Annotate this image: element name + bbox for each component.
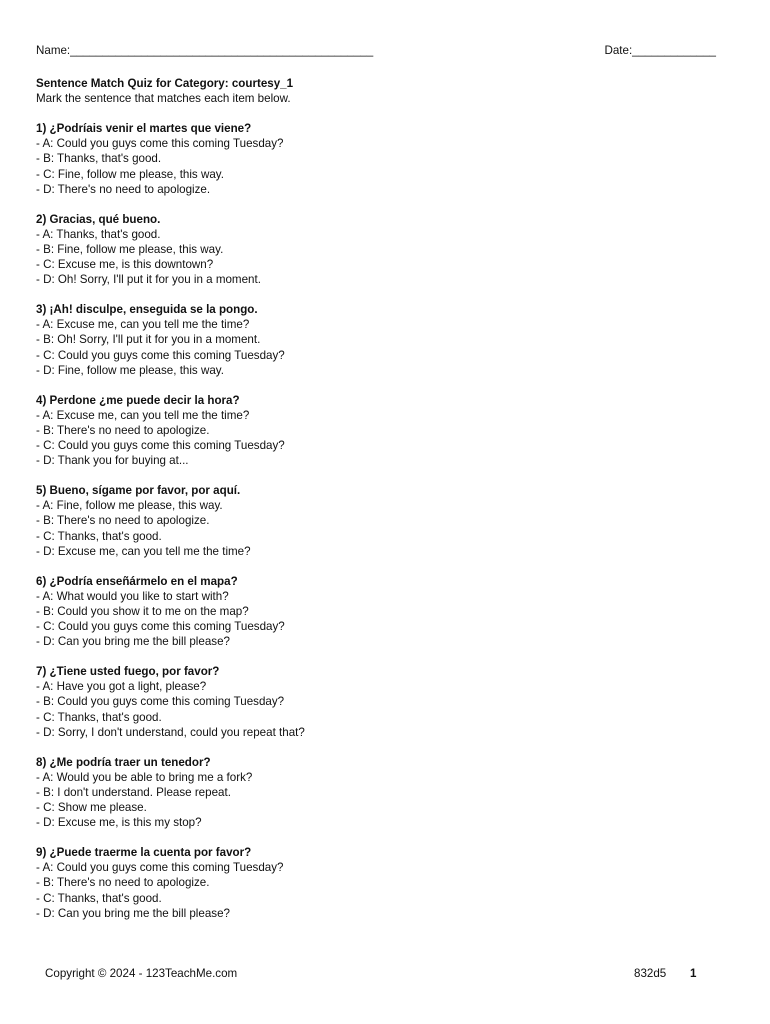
answer-option-a: - A: Could you guys come this coming Tuesday? (36, 137, 284, 151)
answer-option-c: - C: Fine, follow me please, this way. (36, 167, 224, 181)
answer-option-d: - D: Excuse me, can you tell me the time? (36, 544, 251, 558)
answer-option-a: - A: Excuse me, can you tell me the time? (36, 408, 250, 422)
answer-option-d: - D: Thank you for buying at... (36, 454, 189, 468)
question-prompt: 7) ¿Tiene usted fuego, por favor? (36, 665, 220, 678)
answer-option-d: - D: Can you bring me the bill please? (36, 906, 230, 920)
answer-option-c: - C: Thanks, that's good. (36, 891, 162, 905)
question-1 (36, 121, 736, 212)
answer-option-a: - A: Excuse me, can you tell me the time? (36, 318, 250, 332)
answer-option-a: - A: Would you be able to bring me a fork? (36, 770, 253, 784)
question-prompt: 2) Gracias, qué bueno. (36, 212, 161, 226)
answer-option-c: - C: Could you guys come this coming Tuesday? (36, 620, 285, 634)
name-field-label: Name:_______________________________________________ (36, 44, 374, 57)
question-8 (36, 755, 736, 846)
answer-option-c: - C: Could you guys come this coming Tuesday? (36, 348, 285, 362)
question-list (36, 121, 736, 936)
answer-option-c: - C: Could you guys come this coming Tuesday? (36, 439, 285, 453)
answer-option-c: - C: Show me please. (36, 801, 147, 815)
question-5 (36, 483, 736, 574)
question-prompt: 3) ¡Ah! disculpe, enseguida se la pongo. (36, 303, 258, 316)
question-2 (36, 212, 736, 303)
answer-option-b: - B: Thanks, that's good. (36, 152, 162, 166)
answer-option-a: - A: Thanks, that's good. (36, 227, 161, 241)
question-9 (36, 845, 736, 936)
answer-option-c: - C: Excuse me, is this downtown? (36, 258, 214, 272)
question-prompt: 8) ¿Me podría traer un tenedor? (36, 755, 211, 769)
question-3 (36, 302, 736, 393)
answer-option-b: - B: Oh! Sorry, I'll put it for you in a moment. (36, 333, 261, 347)
answer-option-a: - A: What would you like to start with? (36, 589, 229, 603)
answer-option-b: - B: Fine, follow me please, this way. (36, 242, 224, 256)
answer-option-a: - A: Fine, follow me please, this way. (36, 499, 223, 513)
footer-page-number: 1 (690, 967, 697, 980)
answer-option-d: - D: There's no need to apologize. (36, 182, 211, 196)
answer-option-d: - D: Excuse me, is this my stop? (36, 816, 202, 830)
question-4 (36, 393, 736, 484)
question-prompt: 4) Perdone ¿me puede decir la hora? (36, 393, 240, 407)
answer-option-b: - B: I don't understand. Please repeat. (36, 785, 231, 799)
answer-option-c: - C: Thanks, that's good. (36, 710, 162, 724)
answer-option-c: - C: Thanks, that's good. (36, 529, 162, 543)
answer-option-d: - D: Can you bring me the bill please? (36, 635, 230, 649)
question-prompt: 9) ¿Puede traerme la cuenta por favor? (36, 846, 252, 859)
answer-option-b: - B: There's no need to apologize. (36, 423, 210, 437)
quiz-instructions: Mark the sentence that matches each item below. (36, 92, 291, 105)
answer-option-d: - D: Oh! Sorry, I'll put it for you in a moment. (36, 273, 261, 287)
quiz-title: Sentence Match Quiz for Category: courtesy_1 (36, 77, 294, 90)
date-field-label: Date:_____________ (604, 44, 716, 57)
question-prompt: 6) ¿Podría enseñármelo en el mapa? (36, 574, 238, 588)
header-row (36, 44, 716, 60)
footer-copyright: Copyright © 2024 - 123TeachMe.com (45, 967, 238, 980)
answer-option-b: - B: Could you guys come this coming Tuesday? (36, 695, 285, 709)
answer-option-b: - B: Could you show it to me on the map? (36, 604, 249, 618)
question-prompt: 5) Bueno, sígame por favor, por aquí. (36, 484, 241, 497)
answer-option-b: - B: There's no need to apologize. (36, 514, 210, 528)
footer-worksheet-code: 832d5 (634, 967, 667, 980)
answer-option-d: - D: Fine, follow me please, this way. (36, 363, 224, 377)
answer-option-d: - D: Sorry, I don't understand, could you repeat that? (36, 725, 305, 739)
answer-option-b: - B: There's no need to apologize. (36, 876, 210, 890)
answer-option-a: - A: Have you got a light, please? (36, 680, 207, 694)
question-prompt: 1) ¿Podríais venir el martes que viene? (36, 122, 252, 135)
question-6 (36, 574, 736, 665)
question-7 (36, 664, 736, 755)
answer-option-a: - A: Could you guys come this coming Tuesday? (36, 861, 284, 875)
